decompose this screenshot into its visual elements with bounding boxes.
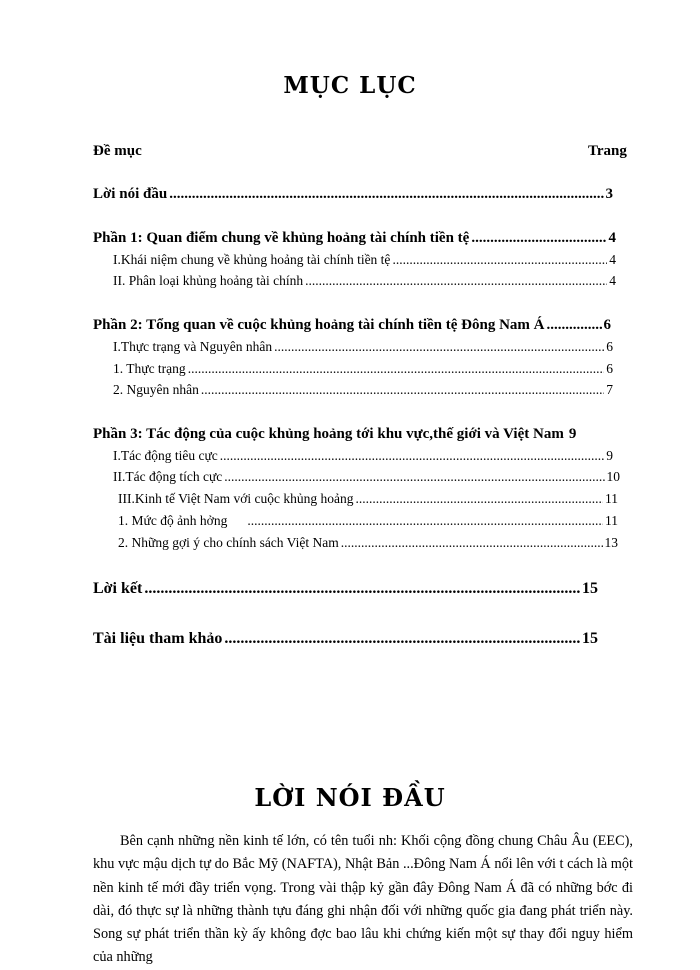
intro-paragraph: Bên cạnh những nền kinh tế lớn, có tên tuổi nh: Khối cộng đồng chung Châu Âu (EEC), khu vực mậu dịch tự do Bắc Mỹ (NAFTA), Nhật Bản ...Đông Nam Á nổi lên với t cách là một nền kinh tế mới đầy triển vọng. Trong vài thập kỷ gần đây Đông Nam Á đã có những bớc đi dài, đó thực sự là những thành tựu đáng ghi nhận đối với những quốc gia đang phát triển này. Song sự phát triển thần kỳ ấy không đợc bao lâu khi chứng kiến một sự thay đổi nguy hiểm của những	[93, 833, 633, 966]
toc-leader-dots	[356, 491, 603, 507]
toc-entry[interactable]	[118, 535, 618, 551]
toc-leader-dots	[224, 630, 580, 648]
toc-entry-label: Phần 3: Tác động của cuộc khủng hoảng tới khu vực,thế giới và Việt Nam	[93, 426, 564, 442]
toc-leader-dots	[471, 230, 606, 247]
toc-leader-dots	[224, 469, 604, 485]
toc-leader-dots	[546, 317, 601, 334]
toc-leader-dots	[188, 361, 605, 377]
toc-entry-page: 6	[603, 317, 611, 333]
toc-entry-label: II. Phân loại khủng hoảng tài chính	[113, 273, 304, 288]
toc-entry-label: Tài liệu tham khảo	[93, 630, 223, 647]
toc-entry-page: 13	[604, 535, 618, 550]
toc-entry-label: Phần 2: Tổng quan về cuộc khủng hoảng tài chính tiền tệ Đông Nam Á	[93, 317, 545, 333]
toc-entry[interactable]	[93, 426, 633, 443]
toc-entry-page: 4	[608, 230, 616, 246]
toc-entry-label: I.Khái niệm chung về khủng hoảng tài chính tiền tệ	[113, 252, 391, 267]
toc-entry[interactable]	[93, 230, 616, 247]
toc-entry-page: 9	[606, 448, 613, 463]
toc-entry[interactable]	[113, 339, 613, 355]
toc-entry-page: 15	[582, 630, 598, 647]
toc-entry-label: II.Tác động tích cực	[113, 469, 223, 484]
toc-leader-dots	[201, 382, 604, 398]
toc-entry-page: 11	[605, 491, 618, 506]
toc-entry-page: 6	[606, 339, 613, 354]
toc-entry-page: 10	[606, 469, 620, 484]
toc-title: MỤC LỤC	[283, 72, 417, 99]
toc-leader-dots	[169, 186, 603, 203]
intro-title: LỜI NÓI ĐẦU	[254, 783, 446, 812]
toc-entry[interactable]	[93, 630, 598, 648]
toc-entry-page: 4	[609, 252, 616, 267]
toc-leader-dots	[274, 339, 604, 355]
toc-entry[interactable]	[118, 513, 618, 529]
toc-entry[interactable]	[113, 382, 613, 398]
toc-entry-label: I.Tác động tiêu cực	[113, 448, 218, 463]
toc-entry[interactable]	[93, 186, 613, 203]
toc-leader-dots	[220, 448, 604, 464]
toc-entry[interactable]	[93, 317, 611, 334]
toc-leader-dots	[392, 252, 607, 268]
toc-entry-page: 3	[605, 186, 613, 202]
toc-entry-label: 1. Mức độ ảnh hởng	[118, 513, 228, 528]
toc-leader-dots	[247, 513, 603, 529]
toc-entry[interactable]	[113, 361, 613, 377]
toc-entry-page: 7	[606, 382, 613, 397]
toc-entry-label: III.Kinh tế Việt Nam với cuộc khủng hoảng	[118, 491, 354, 506]
toc-entry-label: 2. Những gợi ý cho chính sách Việt Nam	[118, 535, 339, 550]
toc-entry[interactable]	[113, 252, 616, 268]
toc-entry-page: 4	[609, 273, 616, 288]
toc-entry[interactable]	[118, 491, 618, 507]
toc-entry-label: Lời nói đầu	[93, 186, 168, 202]
toc-entry-label: I.Thực trạng và Nguyên nhân	[113, 339, 273, 354]
toc-entry-page: 11	[605, 513, 618, 528]
toc-leader-dots	[305, 273, 607, 289]
toc-entry[interactable]	[113, 273, 616, 289]
toc-leader-dots	[341, 535, 603, 551]
toc-entry-page: 6	[606, 361, 613, 376]
toc-entry[interactable]	[93, 580, 598, 598]
toc-entry-page: 15	[582, 580, 598, 597]
toc-entry[interactable]	[113, 448, 613, 464]
toc-leader-dots	[144, 580, 580, 598]
toc-entry-label: 2. Nguyên nhân	[113, 382, 199, 397]
toc-column-heading-section: Đề mục	[93, 143, 142, 159]
toc-entry-label: Lời kết	[93, 580, 143, 597]
toc-entry-label: 1. Thực trạng	[113, 361, 186, 376]
toc-entry-page: 9	[568, 426, 577, 442]
toc-entry-label: Phần 1: Quan điểm chung về khủng hoảng tài chính tiền tệ	[93, 230, 470, 246]
toc-entry[interactable]	[113, 469, 620, 485]
toc-column-heading-page: Trang	[588, 143, 627, 159]
